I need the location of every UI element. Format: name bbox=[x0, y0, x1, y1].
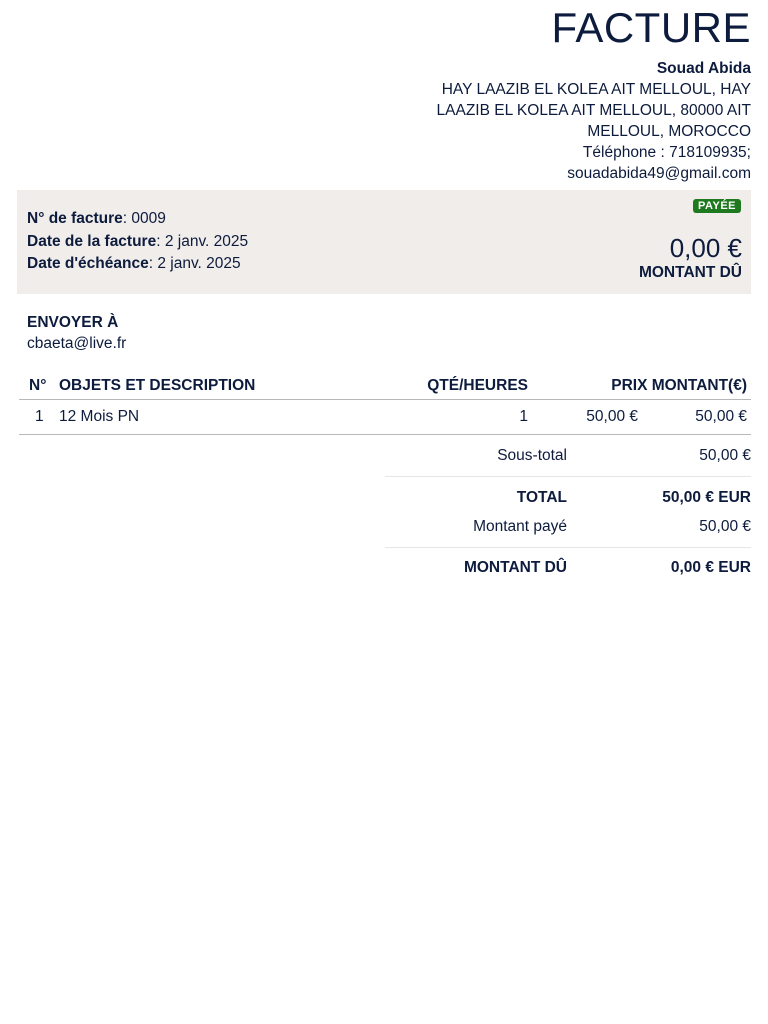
invoice-info-box bbox=[17, 190, 751, 294]
subtotal-value: 50,00 € bbox=[699, 447, 751, 464]
paid-row bbox=[385, 511, 751, 548]
header-qty: QTÉ/HEURES bbox=[427, 377, 528, 394]
total-value: 50,00 € EUR bbox=[662, 489, 751, 506]
amount-due-value: 0,00 € bbox=[669, 233, 742, 263]
due-date-label: Date d'échéance bbox=[27, 255, 149, 272]
totals-block bbox=[385, 440, 751, 582]
subtotal-row bbox=[385, 440, 751, 477]
row-no: 1 bbox=[35, 408, 44, 425]
items-table bbox=[19, 374, 751, 435]
invoice-meta bbox=[27, 208, 248, 276]
sender-phone: Téléphone : 718109935; bbox=[582, 144, 751, 161]
invoice-number bbox=[27, 208, 248, 231]
ship-to-email: cbaeta@live.fr bbox=[27, 335, 127, 352]
row-amount: 50,00 € bbox=[695, 408, 747, 425]
subtotal-label: Sous-total bbox=[497, 447, 567, 464]
ship-to-label: ENVOYER À bbox=[27, 314, 119, 331]
header-price-amount: PRIX MONTANT(€) bbox=[611, 377, 747, 394]
ship-to-block bbox=[27, 312, 126, 354]
document-title: FACTURE bbox=[551, 4, 751, 51]
invoice-number-label: N° de facture bbox=[27, 210, 123, 227]
total-row bbox=[385, 477, 751, 511]
status-badge: PAYÉE bbox=[693, 199, 741, 213]
paid-value: 50,00 € bbox=[699, 518, 751, 535]
amount-due-row bbox=[385, 548, 751, 582]
sender-name: Souad Abida bbox=[656, 60, 751, 77]
invoice-date-label: Date de la facture bbox=[27, 232, 157, 250]
total-label: TOTAL bbox=[516, 489, 567, 506]
paid-label: Montant payé bbox=[473, 518, 567, 535]
amount-due-total-value: 0,00 € EUR bbox=[670, 559, 751, 576]
header-no: N° bbox=[29, 377, 47, 394]
amount-due-total-label: MONTANT DÛ bbox=[463, 559, 567, 576]
invoice-date-value: : 2 janv. 2025 bbox=[156, 232, 249, 250]
due-date-value: : 2 janv. 2025 bbox=[148, 255, 241, 272]
due-date bbox=[27, 253, 248, 276]
invoice-date bbox=[27, 231, 248, 254]
invoice-header bbox=[411, 6, 751, 184]
amount-due-label: MONTANT DÛ bbox=[638, 264, 742, 281]
row-description: 12 Mois PN bbox=[59, 408, 140, 425]
invoice-number-value: : 0009 bbox=[122, 210, 166, 227]
row-price: 50,00 € bbox=[586, 408, 638, 425]
table-header-row bbox=[19, 374, 751, 400]
sender-email: souadabida49@gmail.com bbox=[567, 165, 751, 182]
table-row bbox=[19, 400, 751, 435]
sender-block bbox=[411, 58, 751, 184]
row-qty: 1 bbox=[519, 408, 528, 425]
header-description: OBJETS ET DESCRIPTION bbox=[59, 377, 256, 394]
sender-address: HAY LAAZIB EL KOLEA AIT MELLOUL, HAY LAAZIB EL KOLEA AIT MELLOUL, 80000 AIT MELLOUL, MOROCCO bbox=[436, 81, 751, 140]
